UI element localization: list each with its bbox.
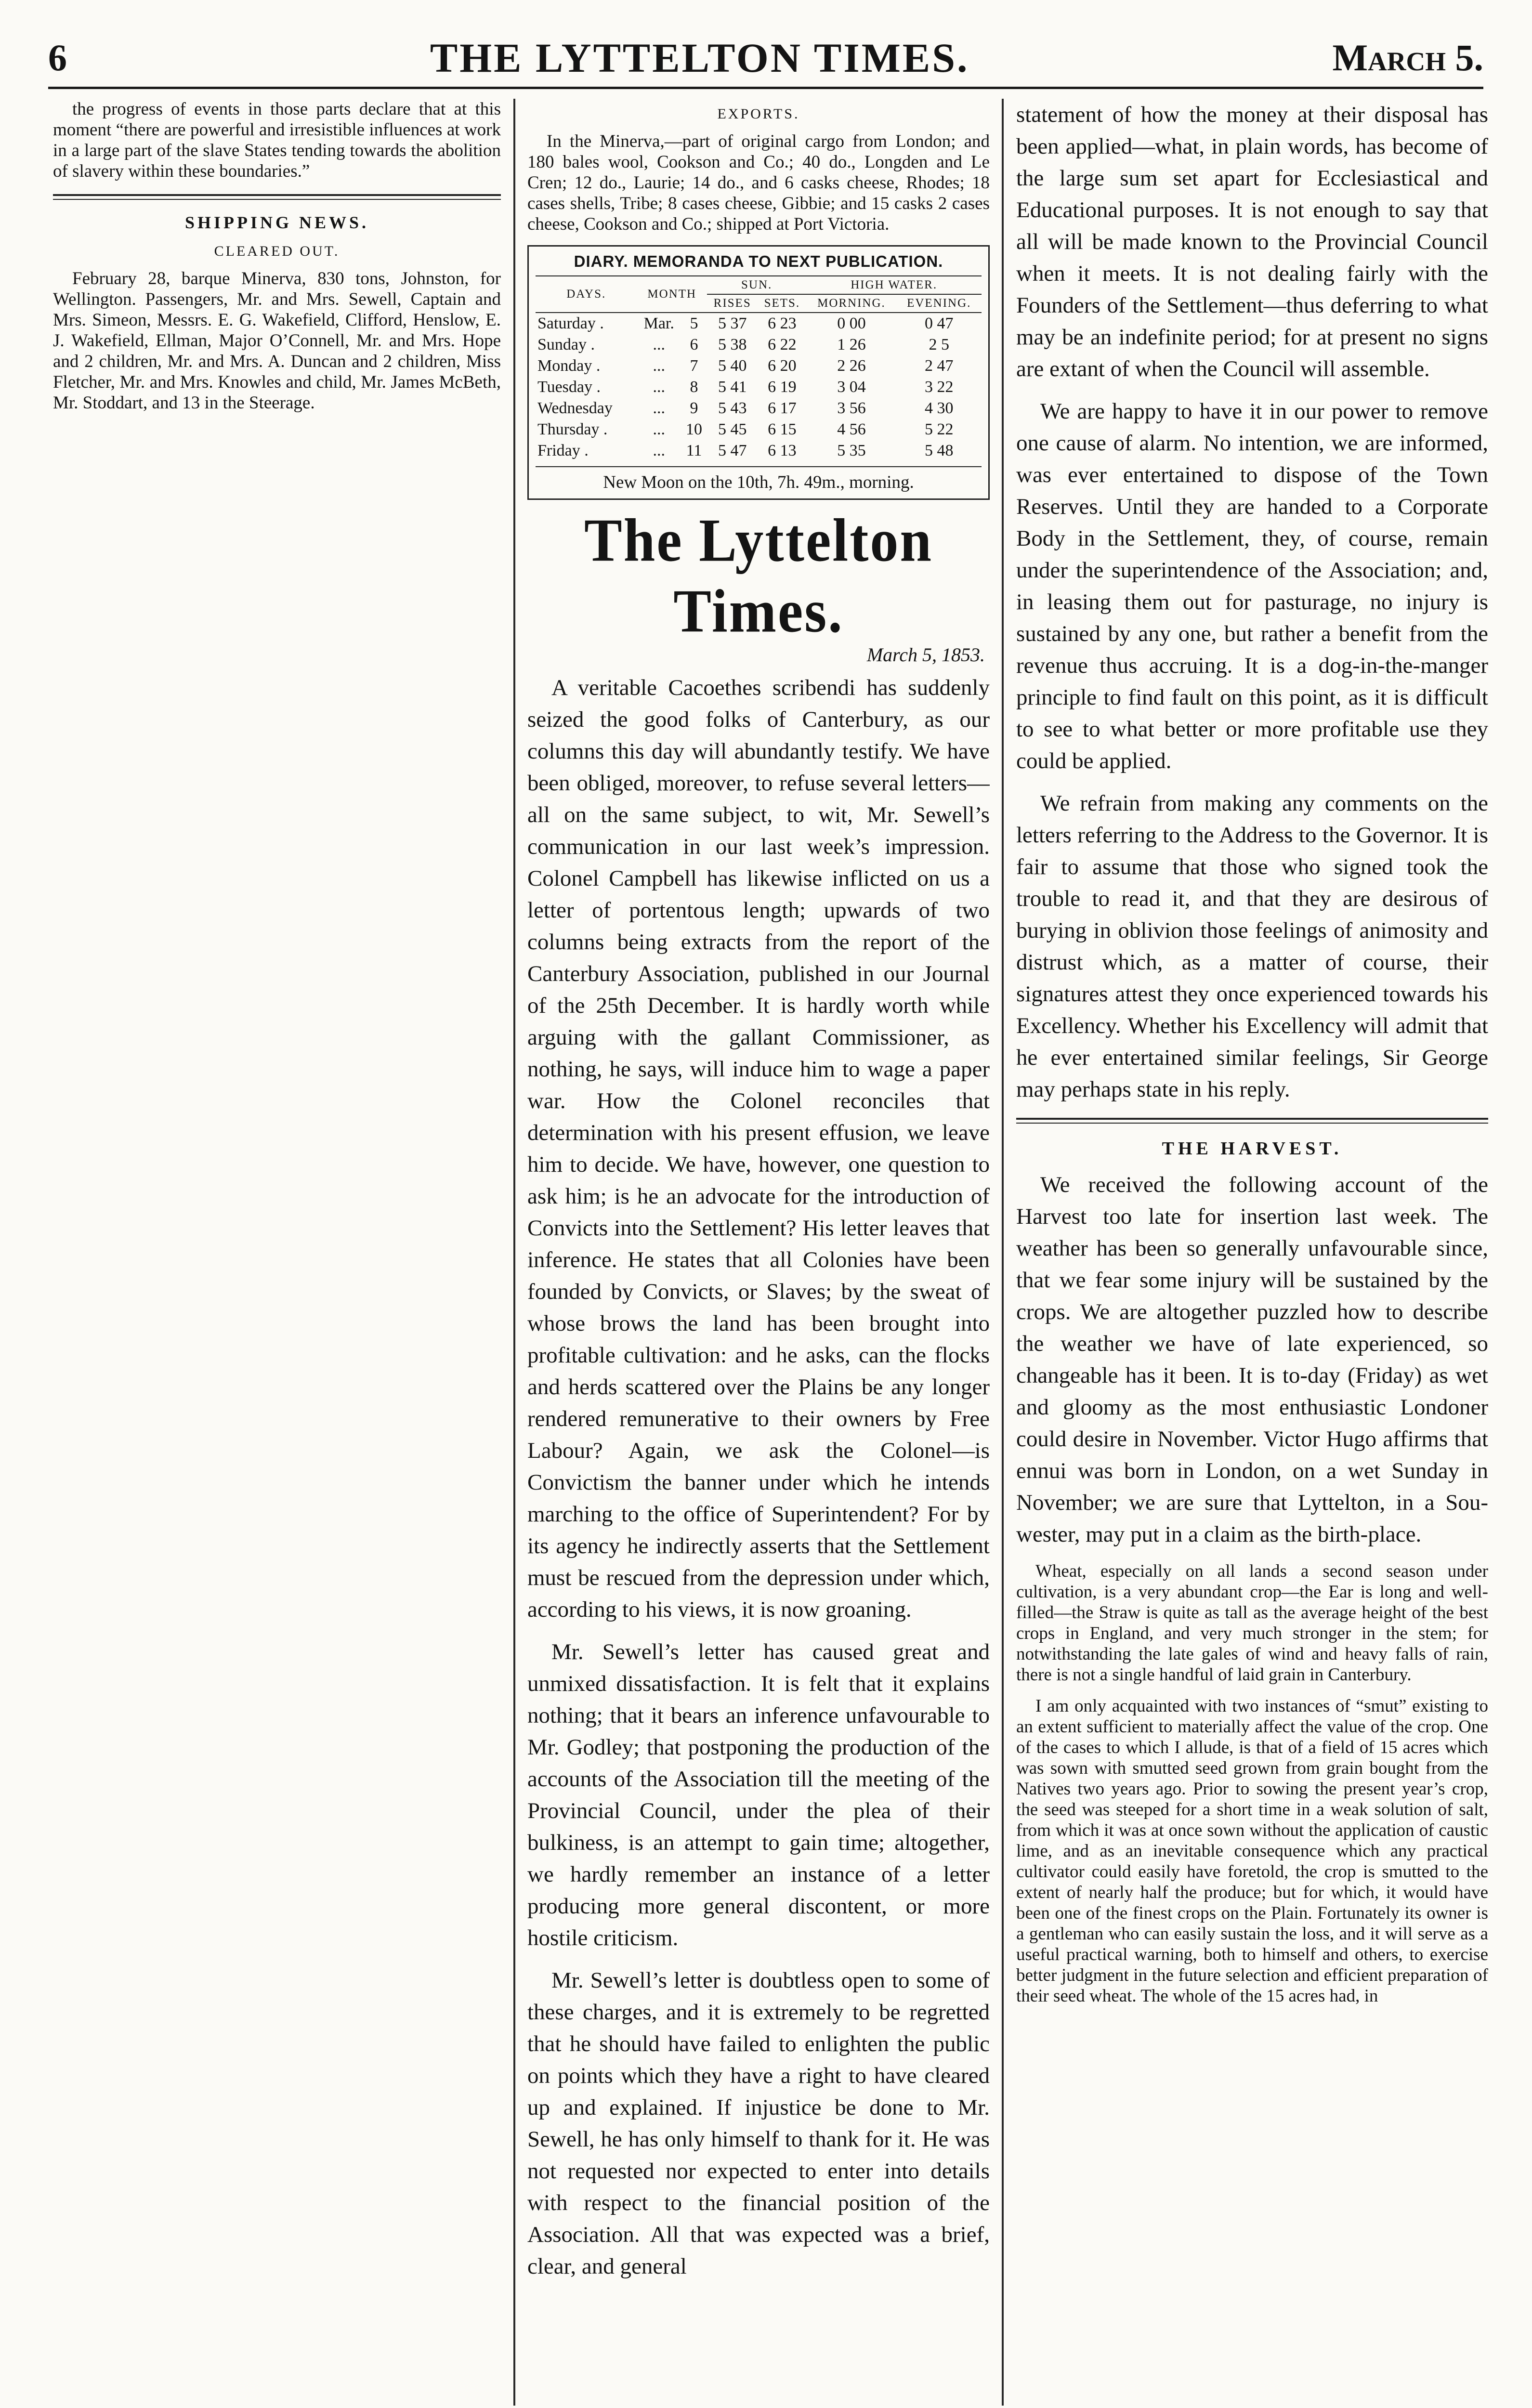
- month-cell: ...: [653, 336, 665, 353]
- editorial-paragraph: A veritable Cacoethes scribendi has suddenly seized the good folks of Canterbury, as our columns this day will abundantly testify. We have been obliged, moreover, to refuse several letters—all on the same subject, to wit, Mr. Sewell’s communication in our last week’s impression. Colonel Campbell has likewise inflicted on us a letter of portentous length; upwards of two columns being extracts from the report of the Canterbury Association, published in our Journal of the 25th December. It is hardly worth while arguing with the gallant Commissioner, as nothing, he says, will induce him to wage a paper war. How the Colonel reconciles that determination with his present effusion, we leave him to decide. We have, however, one question to ask him; is he an advocate for the introduction of Convicts into the Settlement? His letter leaves that inference. He states that all Colonies have been founded by Convicts, or Slaves; by the sweat of whose brows the land has been brought into profitable cultivation: and he asks, can the flocks and herds scattered over the Plains be any longer rendered remunerative to their owners by Free Labour? Again, we ask the Colonel—is Convictism the banner under which he intends marching to the office of Superintendent? For by its agency he indirectly asserts that the Settlement must be rescued from the depression under which, according to his views, it is now groaning.: [527, 675, 990, 1622]
- date-cell: 11: [686, 442, 702, 459]
- table-row: [536, 334, 982, 355]
- col-morning: MORNING.: [806, 294, 896, 313]
- date-cell: 5: [690, 314, 698, 332]
- sets-cell: 6 22: [768, 336, 797, 353]
- day-cell: Thursday .: [537, 420, 608, 438]
- morning-cell: 5 35: [837, 442, 866, 459]
- editorial-date: March 5, 1853.: [866, 644, 985, 666]
- column-divider: [513, 99, 515, 2406]
- editorial-paragraph: statement of how the money at their disposal has been applied—what, in plain words, has become of the large sum set apart for Ecclesiastical and Educational purposes. It is not enough to say that all will be made known to the Provincial Council when it meets. It is not dealing fairly with the Founders of the Settlement—thus deferring to what may be an indefinite period; for at present no signs are extant of when the Council will assemble.: [1016, 102, 1488, 381]
- harvest-paragraph: I am only acquainted with two instances of “smut” existing to an extent sufficient to materially affect the value of the crop. One of the cases to which I allude, is that of a field of 15 acres which was sown with smutted seed grown from grain bought from the Natives two years ago. Prior to sowing the present year’s crop, the seed was steeped for a short time in a weak solution of salt, from which it was at once sown without the application of caustic lime, and as an inevitable consequence which any practical cultivator could easily have foretold, the crop is smutted to the extent of nearly half the produce; but for which, it would have been one of the finest crops on the Plain. Fortunately its owner is a gentleman who can easily sustain the loss, and it will serve as a useful practical warning, both to himself and others, to exercise better judgment in the future selection and efficient preparation of their seed wheat. The whole of the 15 acres had, in: [1016, 1696, 1488, 2006]
- column-2: [527, 99, 990, 2408]
- month-cell: ...: [653, 399, 665, 417]
- date-cell: 8: [690, 378, 698, 396]
- moon-note: New Moon on the 10th, 7h. 49m., morning.: [536, 466, 982, 493]
- harvest-paragraph: Wheat, especially on all lands a second season under cultivation, is a very abundant crop—the Ear is long and well-filled—the Straw is quite as tall as the average height of the best crops in England, and very much stronger in the stem; for notwithstanding the late gales of wind and heavy falls of rain, there is not a single handful of laid grain in Canterbury.: [1016, 1561, 1488, 1685]
- day-cell: Sunday .: [537, 336, 595, 353]
- table-row: [536, 440, 982, 461]
- editorial-paragraph: We are happy to have it in our power to remove one cause of alarm. No intention, we are informed, was ever entertained to dispose of the Town Reserves. Until they are handed to a Corporate Body in the Settlement, they, of course, remain under the superintendence of the Association; and, in leasing them out for pasturage, no injury is sustained by any one, but rather a benefit from the revenue thus accruing. It is a dog-in-the-manger principle to find fault on this point, as it is difficult to see to what better or more profitable use they could be applied.: [1016, 399, 1488, 773]
- section-divider: [53, 194, 501, 200]
- evening-cell: 5 48: [925, 442, 954, 459]
- cleared-out-text: February 28, barque Minerva, 830 tons, Johnston, for Wellington. Passengers, Mr. and Mrs. Sewell, Captain and Mrs. Simeon, Messrs. E. G. Wakefield, Clifford, Henslow, E. J. Wakefield, Ellman, Major O’Connell, Mr. and Mrs. Hope and 2 children, Mr. and Mrs. A. Duncan and 2 children, Miss Fletcher, Mr. and Mrs. Knowles and child, Mr. James McBeth, Mr. Stoddart, and 13 in the Steerage.: [53, 269, 501, 413]
- day-cell: Monday .: [537, 357, 601, 375]
- morning-cell: 4 56: [837, 420, 866, 438]
- month-cell: ...: [653, 442, 665, 459]
- evening-cell: 0 47: [925, 314, 954, 332]
- col-days: DAYS.: [536, 276, 637, 313]
- col-rises: RISES: [707, 294, 758, 313]
- editorial-paragraph: Mr. Sewell’s letter has caused great and unmixed dissatisfaction. It is felt that it explains nothing; that it bears an inference unfavourable to Mr. Godley; that postponing the production of the accounts of the Association till the meeting of the Provincial Council, under the plea of their bulkiness, is an attempt to gain time; altogether, we hardly remember an instance of a letter producing more general discontent, or more hostile criticism.: [527, 1639, 990, 1950]
- morning-cell: 3 04: [837, 378, 866, 396]
- section-divider: [1016, 1118, 1488, 1124]
- col-sets: SETS.: [758, 294, 806, 313]
- rises-cell: 5 43: [718, 399, 747, 417]
- rises-cell: 5 45: [718, 420, 747, 438]
- month-cell: ...: [653, 378, 665, 396]
- morning-cell: 1 26: [837, 336, 866, 353]
- sets-cell: 6 20: [768, 357, 797, 375]
- table-row: [536, 398, 982, 419]
- column-3: [1016, 99, 1488, 2408]
- evening-cell: 3 22: [925, 378, 954, 396]
- evening-cell: 4 30: [925, 399, 954, 417]
- evening-cell: 2 5: [929, 336, 949, 353]
- morning-cell: 3 56: [837, 399, 866, 417]
- group-sun: SUN.: [707, 276, 806, 294]
- rises-cell: 5 41: [718, 378, 747, 396]
- date-cell: 6: [690, 336, 698, 353]
- table-row: [536, 419, 982, 440]
- col-evening: EVENING.: [897, 294, 982, 313]
- harvest-heading: THE HARVEST.: [1162, 1139, 1343, 1159]
- date-cell: 7: [690, 357, 698, 375]
- rises-cell: 5 38: [718, 336, 747, 353]
- sets-cell: 6 15: [768, 420, 797, 438]
- day-cell: Tuesday .: [537, 378, 601, 396]
- month-cell: Mar.: [643, 314, 674, 332]
- sets-cell: 6 13: [768, 442, 797, 459]
- table-row: [536, 313, 982, 334]
- morning-cell: 0 00: [837, 314, 866, 332]
- editorial-paragraph: Mr. Sewell’s letter is doubtless open to some of these charges, and it is extremely to be regretted that he should have failed to enlighten the public on points which they have a right to have cleared up and explained. If injustice be done to Mr. Sewell, he has only himself to thank for it. He was not requested nor expected to enter into details with respect to the financial position of the Association. All that was expected was a brief, clear, and general: [527, 1968, 990, 2279]
- editorial-paragraph: We refrain from making any comments on the letters referring to the Address to the Governor. It is fair to assume that those who signed took the trouble to read it, and that they are desirous of burying in oblivion those feelings of animosity and distrust which, as a matter of course, their signatures attest they once experienced towards his Excellency. Whether his Excellency will admit that he ever entertained similar feelings, Sir George may perhaps state in his reply.: [1016, 791, 1488, 1102]
- sets-cell: 6 17: [768, 399, 797, 417]
- editorial-masthead: The Lyttelton Times.: [584, 506, 933, 645]
- month-cell: ...: [653, 420, 665, 438]
- date-cell: 9: [690, 399, 698, 417]
- masthead: [48, 29, 1483, 89]
- article-paragraph: the progress of events in those parts declare that at this moment “there are powerful and irresistible influences at work in a large part of the slave States tending towards the abolition of slavery within these boundaries.”: [53, 99, 501, 181]
- diary-title: DIARY. MEMORANDA TO NEXT PUBLICATION.: [574, 252, 943, 270]
- evening-cell: 5 22: [925, 420, 954, 438]
- rises-cell: 5 47: [718, 442, 747, 459]
- morning-cell: 2 26: [837, 357, 866, 375]
- month-cell: ...: [653, 357, 665, 375]
- exports-text: In the Minerva,—part of original cargo from London; and 180 bales wool, Cookson and Co.; 40 do., Longden and Le Cren; 12 do., Laurie; 14 do., and 6 casks cheese, Rhodes; 18 cases shells, Tribe; 8 cases cheese, Gibbie; and 15 casks 2 cases cheese, Cookson and Co.; shipped at Port Victoria.: [527, 131, 990, 234]
- sets-cell: 6 19: [768, 378, 797, 396]
- exports-heading: EXPORTS.: [717, 106, 800, 122]
- sets-cell: 6 23: [768, 314, 797, 332]
- harvest-intro: We received the following account of the Harvest too late for insertion last week. The weather has been so generally unfavourable since, that we fear some injury will be sustained by the crops. We are altogether puzzled how to describe the weather we have of late experienced, so changeable has it been. It is to-day (Friday) as wet and gloomy as the most enthusiastic Londoner could desire in November. Victor Hugo affirms that ennui was born in London, on a wet Sunday in November; we are sure that Lyttelton, in a Sou-wester, may put in a claim as the birth-place.: [1016, 1172, 1488, 1547]
- table-row: [536, 355, 982, 377]
- diary-table: [536, 275, 982, 461]
- cleared-out-heading: CLEARED OUT.: [214, 243, 340, 259]
- group-high-water: HIGH WATER.: [806, 276, 982, 294]
- col-month: MONTH: [637, 276, 707, 313]
- evening-cell: 2 47: [925, 357, 954, 375]
- column-divider: [1002, 99, 1004, 2406]
- date-cell: 10: [686, 420, 702, 438]
- rises-cell: 5 40: [718, 357, 747, 375]
- day-cell: Saturday .: [537, 314, 604, 332]
- diary-box: [527, 245, 990, 500]
- day-cell: Wednesday: [537, 399, 613, 417]
- day-cell: Friday .: [537, 442, 589, 459]
- newspaper-title: THE LYTTELTON TIMES.: [430, 35, 969, 81]
- page-number: 6: [48, 37, 67, 79]
- issue-date: March 5.: [1332, 37, 1483, 79]
- column-1: [53, 99, 501, 2408]
- table-row: [536, 377, 982, 398]
- shipping-news-heading: SHIPPING NEWS.: [184, 213, 369, 232]
- rises-cell: 5 37: [718, 314, 747, 332]
